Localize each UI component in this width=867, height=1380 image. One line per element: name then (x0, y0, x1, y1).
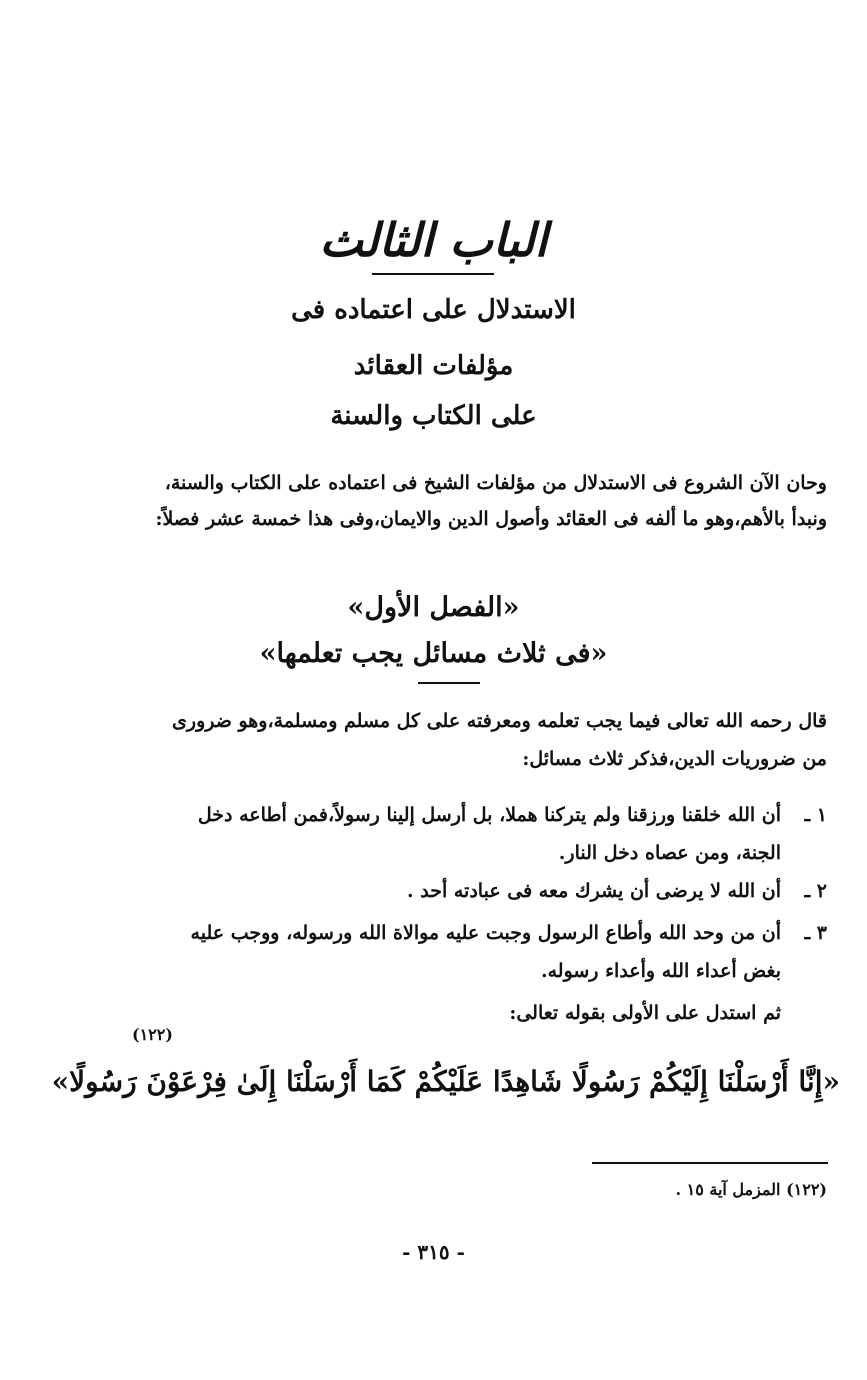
chapter-title: الباب الثالث (319, 213, 548, 267)
section-body-line-1: قال رحمه الله تعالى فيما يجب تعلمه ومعرفته على كل مسلم ومسلمة،وهو ضرورى (172, 710, 827, 732)
list-item-line: أن من وحد الله وأطاع الرسول وجبت عليه موالاة الله ورسوله، ووجب عليه (190, 922, 781, 944)
list-item-line: أن الله خلقنا ورزقنا ولم يتركنا هملا، بل أرسل إلينا رسولاً،فمن أطاعه دخل (197, 804, 781, 826)
section-heading: «الفصل الأول» (347, 592, 520, 623)
quran-verse: «إِنَّا أَرْسَلْنَا إِلَيْكُمْ رَسُولًا شَاهِدًا عَلَيْكُمْ كَمَا أَرْسَلْنَا إِلَىٰ فِرْعَوْنَ رَسُولًا» (51, 1065, 840, 1098)
list-item-text (81, 796, 781, 872)
footnote: (١٢٢) المزمل آية ١٥ . (675, 1180, 827, 1199)
list-item-number: ٢ ـ (804, 880, 827, 902)
section-closing-line: ثم استدل على الأولى بقوله تعالى: (509, 1002, 781, 1024)
chapter-subtitle-line-3: على الكتاب والسنة (330, 401, 537, 431)
section-heading-rule (418, 682, 480, 684)
chapter-subtitle-line-2: مؤلفات العقائد (353, 351, 514, 381)
list-item-line: بغض أعداء الله وأعداء رسوله. (540, 960, 781, 982)
list-item (37, 914, 827, 994)
list-item (37, 796, 827, 876)
chapter-subtitle-line-1: الاستدلال على اعتماده فى (291, 295, 576, 325)
list-item-line: أن الله لا يرضى أن يشرك معه فى عبادته أحد . (407, 880, 781, 902)
section-subheading: «فى ثلاث مسائل يجب تعلمها» (259, 638, 608, 669)
section-body-line-2: من ضروريات الدين،فذكر ثلاث مسائل: (522, 748, 827, 770)
list-item-line: الجنة، ومن عصاه دخل النار. (558, 842, 781, 864)
intro-line-1: وحان الآن الشروع فى الاستدلال من مؤلفات الشيخ فى اعتماده على الكتاب والسنة، (164, 472, 827, 494)
verse-reference-mark: (١٢٢) (132, 1025, 173, 1044)
list-item-text (81, 914, 781, 990)
list-item-number: ١ ـ (804, 804, 827, 826)
list-item-text (81, 872, 781, 910)
page-number: - ٣١٥ - (402, 1240, 465, 1264)
footnote-separator (592, 1162, 828, 1164)
list-item (37, 872, 827, 912)
list-item-number: ٣ ـ (804, 922, 827, 944)
intro-line-2: ونبدأ بالأهم،وهو ما ألفه فى العقائد وأصول الدين والايمان،وفى هذا خمسة عشر فصلاً: (155, 508, 827, 530)
chapter-title-rule (372, 273, 494, 275)
